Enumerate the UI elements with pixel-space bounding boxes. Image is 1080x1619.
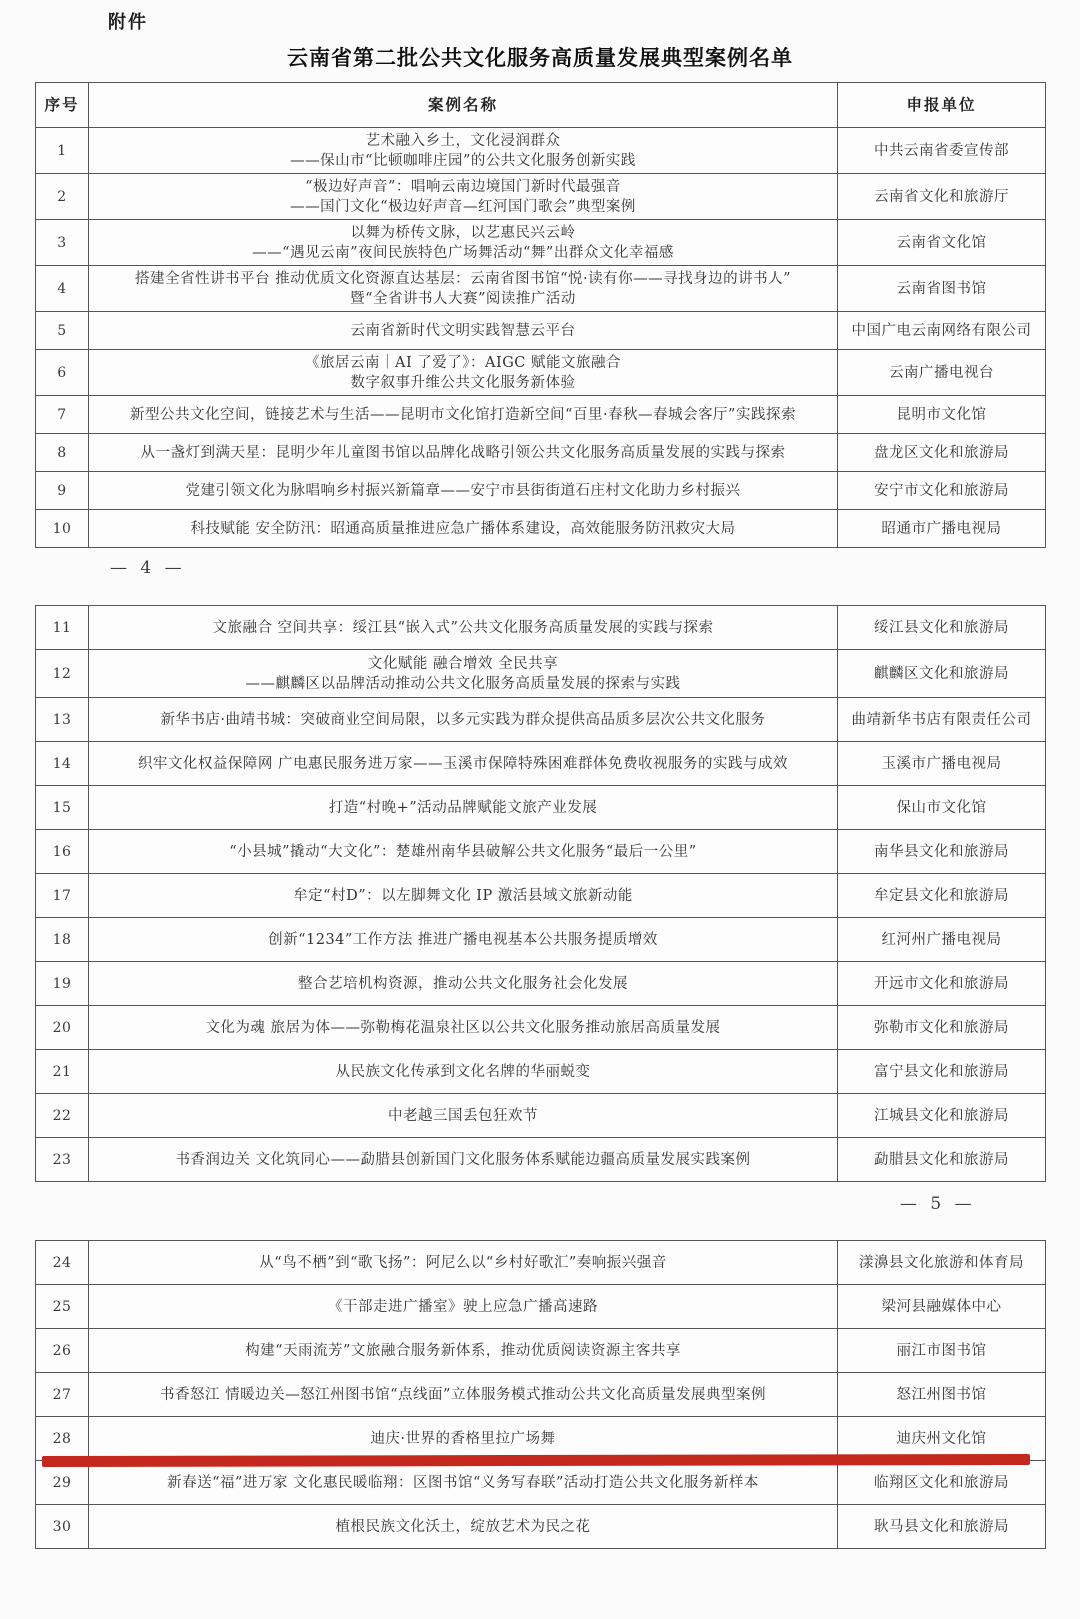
reporting-unit: 开远市文化和旅游局 bbox=[838, 962, 1046, 1006]
reporting-unit: 盘龙区文化和旅游局 bbox=[838, 434, 1046, 472]
row-number: 8 bbox=[36, 434, 89, 472]
case-name: 从一盏灯到满天星：昆明少年儿童图书馆以品牌化战略引领公共文化服务高质量发展的实践与探索 bbox=[89, 434, 838, 472]
table-row bbox=[36, 650, 1046, 698]
row-number: 21 bbox=[36, 1050, 89, 1094]
page-number-4: — 4 — bbox=[110, 558, 186, 578]
table-row bbox=[36, 1094, 1046, 1138]
table-row bbox=[36, 434, 1046, 472]
table-row bbox=[36, 874, 1046, 918]
case-name: “小县城”撬动“大文化”：楚雄州南华县破解公共文化服务“最后一公里” bbox=[89, 830, 838, 874]
row-number: 17 bbox=[36, 874, 89, 918]
reporting-unit: 漾濞县文化旅游和体育局 bbox=[838, 1241, 1046, 1285]
reporting-unit: 保山市文化馆 bbox=[838, 786, 1046, 830]
reporting-unit: 怒江州图书馆 bbox=[838, 1373, 1046, 1417]
row-number: 19 bbox=[36, 962, 89, 1006]
row-number: 28 bbox=[36, 1417, 89, 1461]
case-name: 迪庆·世界的香格里拉广场舞 bbox=[89, 1417, 838, 1461]
reporting-unit: 弥勒市文化和旅游局 bbox=[838, 1006, 1046, 1050]
reporting-unit: 昭通市广播电视局 bbox=[838, 510, 1046, 548]
table-row bbox=[36, 1050, 1046, 1094]
reporting-unit: 玉溪市广播电视局 bbox=[838, 742, 1046, 786]
case-name: 《干部走进广播室》驶上应急广播高速路 bbox=[89, 1285, 838, 1329]
table-row bbox=[36, 962, 1046, 1006]
page-title: 云南省第二批公共文化服务高质量发展典型案例名单 bbox=[287, 46, 793, 70]
table-row bbox=[36, 312, 1046, 350]
case-name: 艺术融入乡土，文化浸润群众 ——保山市“比顿咖啡庄园”的公共文化服务创新实践 bbox=[89, 128, 838, 174]
reporting-unit: 安宁市文化和旅游局 bbox=[838, 472, 1046, 510]
table-row bbox=[36, 742, 1046, 786]
case-name: 植根民族文化沃土，绽放艺术为民之花 bbox=[89, 1505, 838, 1549]
case-name: 党建引领文化为脉唱响乡村振兴新篇章——安宁市县街街道石庄村文化助力乡村振兴 bbox=[89, 472, 838, 510]
case-name: 中老越三国丢包狂欢节 bbox=[89, 1094, 838, 1138]
row-number: 12 bbox=[36, 650, 89, 698]
reporting-unit: 富宁县文化和旅游局 bbox=[838, 1050, 1046, 1094]
case-name: 《旅居云南｜AI 了爱了》：AIGC 赋能文旅融合 数字叙事升维公共文化服务新体验 bbox=[89, 350, 838, 396]
reporting-unit: 中国广电云南网络有限公司 bbox=[838, 312, 1046, 350]
case-name: 文化赋能 融合增效 全民共享 ——麒麟区以品牌活动推动公共文化服务高质量发展的探索与实践 bbox=[89, 650, 838, 698]
reporting-unit: 云南省图书馆 bbox=[838, 266, 1046, 312]
reporting-unit: 牟定县文化和旅游局 bbox=[838, 874, 1046, 918]
red-highlight-underline bbox=[42, 1454, 1030, 1467]
row-number: 5 bbox=[36, 312, 89, 350]
reporting-unit: 南华县文化和旅游局 bbox=[838, 830, 1046, 874]
reporting-unit: 勐腊县文化和旅游局 bbox=[838, 1138, 1046, 1182]
table-row bbox=[36, 350, 1046, 396]
row-number: 14 bbox=[36, 742, 89, 786]
row-number: 2 bbox=[36, 174, 89, 220]
table-row bbox=[36, 698, 1046, 742]
row-number: 7 bbox=[36, 396, 89, 434]
case-name: 从民族文化传承到文化名牌的华丽蜕变 bbox=[89, 1050, 838, 1094]
row-number: 29 bbox=[36, 1461, 89, 1505]
table-row bbox=[36, 220, 1046, 266]
row-number: 22 bbox=[36, 1094, 89, 1138]
row-number: 30 bbox=[36, 1505, 89, 1549]
table-row bbox=[36, 266, 1046, 312]
table-row bbox=[36, 1006, 1046, 1050]
reporting-unit: 红河州广播电视局 bbox=[838, 918, 1046, 962]
table-row bbox=[36, 472, 1046, 510]
reporting-unit: 云南省文化和旅游厅 bbox=[838, 174, 1046, 220]
table-row bbox=[36, 128, 1046, 174]
row-number: 15 bbox=[36, 786, 89, 830]
cases-table-page-4 bbox=[35, 82, 1046, 548]
column-header-unit: 申报单位 bbox=[838, 83, 1046, 128]
case-name: 文化为魂 旅居为体——弥勒梅花温泉社区以公共文化服务推动旅居高质量发展 bbox=[89, 1006, 838, 1050]
case-name: “极边好声音”：唱响云南边境国门新时代最强音 ——国门文化“极边好声音—红河国门歌会”典型案例 bbox=[89, 174, 838, 220]
case-name: 文旅融合 空间共享：绥江县“嵌入式”公共文化服务高质量发展的实践与探索 bbox=[89, 606, 838, 650]
reporting-unit: 昆明市文化馆 bbox=[838, 396, 1046, 434]
row-number: 23 bbox=[36, 1138, 89, 1182]
reporting-unit: 云南省文化馆 bbox=[838, 220, 1046, 266]
case-name: 云南省新时代文明实践智慧云平台 bbox=[89, 312, 838, 350]
attachment-label: 附件 bbox=[108, 12, 148, 33]
table-row bbox=[36, 606, 1046, 650]
table-row bbox=[36, 510, 1046, 548]
reporting-unit: 梁河县融媒体中心 bbox=[838, 1285, 1046, 1329]
table-row bbox=[36, 1241, 1046, 1285]
reporting-unit: 云南广播电视台 bbox=[838, 350, 1046, 396]
row-number: 11 bbox=[36, 606, 89, 650]
table-row bbox=[36, 1138, 1046, 1182]
reporting-unit: 麒麟区文化和旅游局 bbox=[838, 650, 1046, 698]
case-name: 整合艺培机构资源，推动公共文化服务社会化发展 bbox=[89, 962, 838, 1006]
reporting-unit: 曲靖新华书店有限责任公司 bbox=[838, 698, 1046, 742]
row-number: 6 bbox=[36, 350, 89, 396]
case-name: 书香润边关 文化筑同心——勐腊县创新国门文化服务体系赋能边疆高质量发展实践案例 bbox=[89, 1138, 838, 1182]
case-name: 新春送“福”进万家 文化惠民暖临翔：区图书馆“义务写春联”活动打造公共文化服务新样本 bbox=[89, 1461, 838, 1505]
cases-table-page-5 bbox=[35, 605, 1046, 1182]
page-number-5: — 5 — bbox=[900, 1194, 976, 1214]
row-number: 1 bbox=[36, 128, 89, 174]
case-name: 从“鸟不栖”到“歌飞扬”：阿尼么以“乡村好歌汇”奏响振兴强音 bbox=[89, 1241, 838, 1285]
case-name: 新华书店·曲靖书城：突破商业空间局限，以多元实践为群众提供高品质多层次公共文化服务 bbox=[89, 698, 838, 742]
case-name: 创新“1234”工作方法 推进广播电视基本公共服务提质增效 bbox=[89, 918, 838, 962]
case-name: 以舞为桥传文脉，以艺惠民兴云岭 ——“遇见云南”夜间民族特色广场舞活动“舞”出群众文化幸福感 bbox=[89, 220, 838, 266]
table-row bbox=[36, 918, 1046, 962]
table-row bbox=[36, 1373, 1046, 1417]
row-number: 25 bbox=[36, 1285, 89, 1329]
case-name: 科技赋能 安全防汛：昭通高质量推进应急广播体系建设，高效能服务防汛救灾大局 bbox=[89, 510, 838, 548]
reporting-unit: 临翔区文化和旅游局 bbox=[838, 1461, 1046, 1505]
reporting-unit: 绥江县文化和旅游局 bbox=[838, 606, 1046, 650]
row-number: 13 bbox=[36, 698, 89, 742]
row-number: 4 bbox=[36, 266, 89, 312]
row-number: 3 bbox=[36, 220, 89, 266]
row-number: 24 bbox=[36, 1241, 89, 1285]
table-row bbox=[36, 830, 1046, 874]
row-number: 27 bbox=[36, 1373, 89, 1417]
table-row bbox=[36, 1461, 1046, 1505]
reporting-unit: 江城县文化和旅游局 bbox=[838, 1094, 1046, 1138]
case-name: 书香怒江 情暖边关—怒江州图书馆“点线面”立体服务模式推动公共文化高质量发展典型案例 bbox=[89, 1373, 838, 1417]
reporting-unit: 耿马县文化和旅游局 bbox=[838, 1505, 1046, 1549]
case-name: 牟定“村D”：以左脚舞文化 IP 激活县域文旅新动能 bbox=[89, 874, 838, 918]
case-name: 构建“天雨流芳”文旅融合服务新体系，推动优质阅读资源主客共享 bbox=[89, 1329, 838, 1373]
row-number: 10 bbox=[36, 510, 89, 548]
row-number: 16 bbox=[36, 830, 89, 874]
table-row bbox=[36, 396, 1046, 434]
table-row bbox=[36, 786, 1046, 830]
row-number: 18 bbox=[36, 918, 89, 962]
cases-table-page-6 bbox=[35, 1240, 1046, 1549]
row-number: 26 bbox=[36, 1329, 89, 1373]
table-row bbox=[36, 1329, 1046, 1373]
column-header-number: 序号 bbox=[36, 83, 89, 128]
reporting-unit: 丽江市图书馆 bbox=[838, 1329, 1046, 1373]
column-header-case-name: 案例名称 bbox=[89, 83, 838, 128]
table-header-row bbox=[36, 83, 1046, 128]
table-row bbox=[36, 1285, 1046, 1329]
case-name: 搭建全省性讲书平台 推动优质文化资源直达基层：云南省图书馆“悦·读有你——寻找身边的讲书人” 暨“全省讲书人大赛”阅读推广活动 bbox=[89, 266, 838, 312]
case-name: 织牢文化权益保障网 广电惠民服务进万家——玉溪市保障特殊困难群体免费收视服务的实践与成效 bbox=[89, 742, 838, 786]
case-name: 新型公共文化空间，链接艺术与生活——昆明市文化馆打造新空间“百里·春秋—春城会客厅”实践探索 bbox=[89, 396, 838, 434]
row-number: 20 bbox=[36, 1006, 89, 1050]
reporting-unit: 中共云南省委宣传部 bbox=[838, 128, 1046, 174]
table-row bbox=[36, 174, 1046, 220]
case-name: 打造“村晚+”活动品牌赋能文旅产业发展 bbox=[89, 786, 838, 830]
table-row bbox=[36, 1505, 1046, 1549]
reporting-unit: 迪庆州文化馆 bbox=[838, 1417, 1046, 1461]
row-number: 9 bbox=[36, 472, 89, 510]
